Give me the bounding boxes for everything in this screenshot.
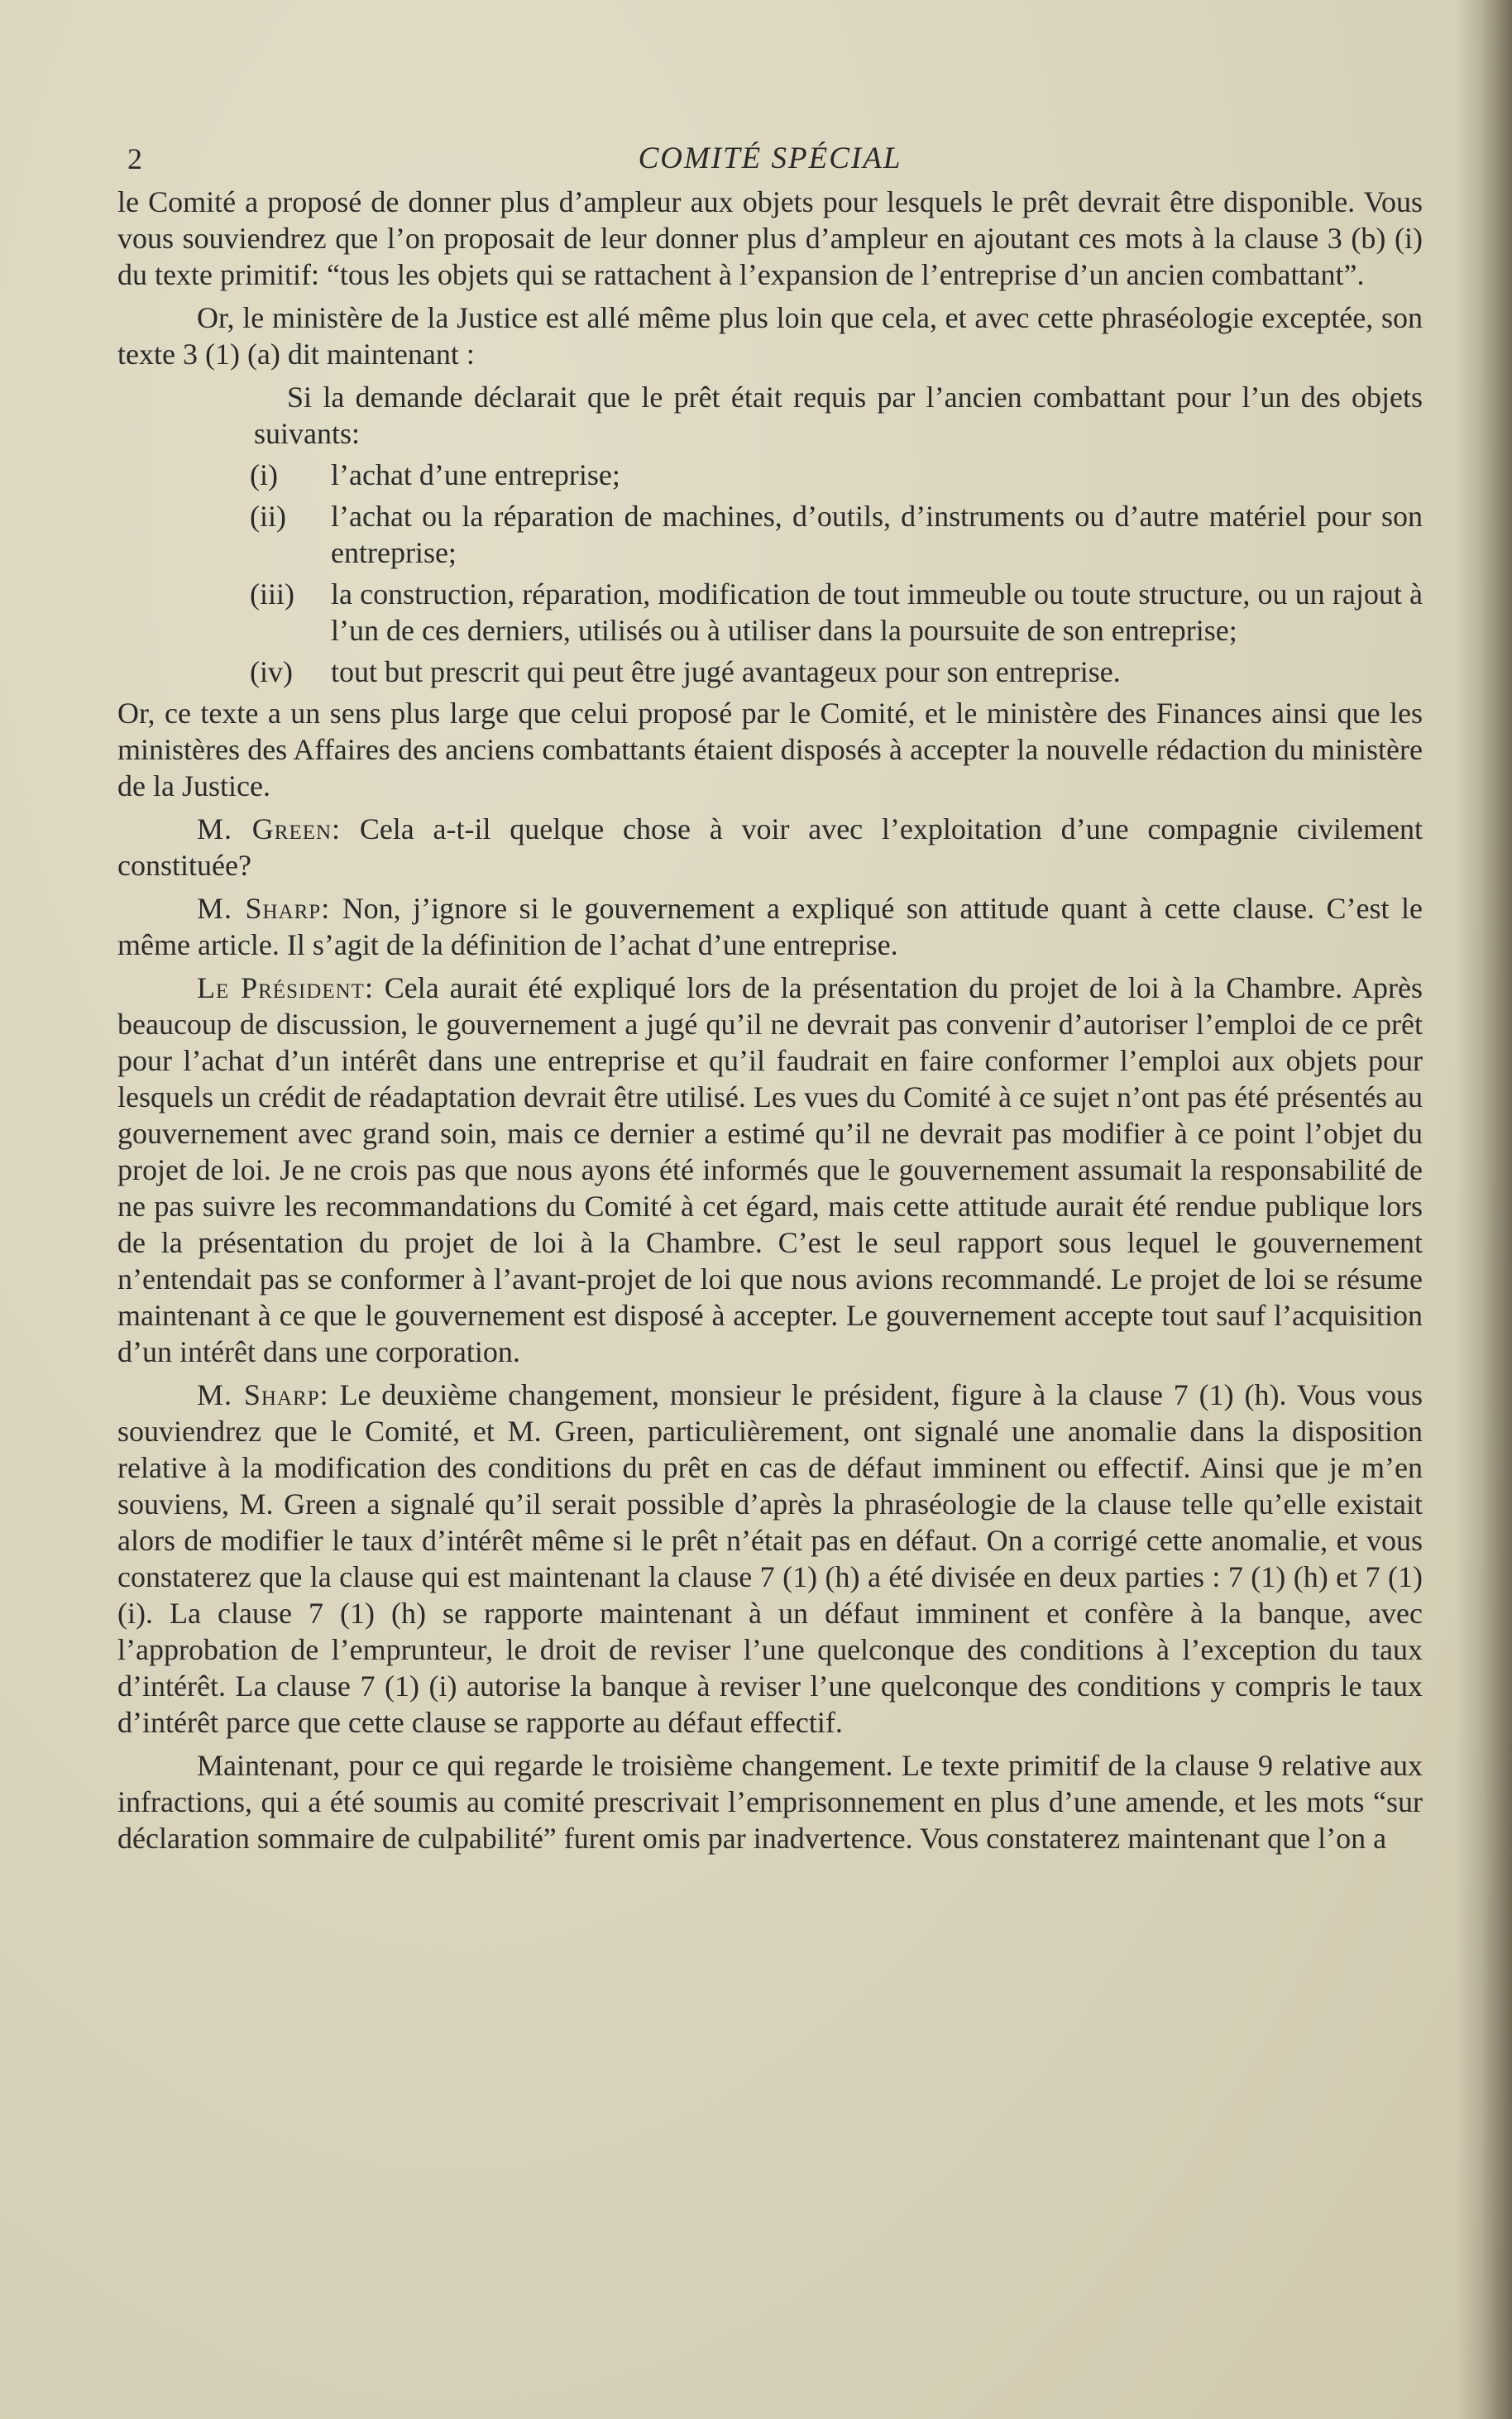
list-item-text: l’achat d’une entreprise; [331, 458, 620, 491]
speaker-name: M. Green: [197, 812, 342, 845]
list-item-number: (ii) [250, 500, 286, 533]
list-item [250, 457, 1423, 493]
list-item-text: l’achat ou la réparation de machines, d’outils, d’instruments ou d’autre matériel pour son entreprise; [331, 500, 1423, 569]
running-title: COMITÉ SPÉCIAL [638, 141, 902, 175]
list-item [250, 498, 1423, 571]
list-item [250, 654, 1423, 690]
list-item [250, 576, 1423, 649]
paragraph-1: le Comité a proposé de donner plus d’ampleur aux objets pour lesquels le prêt devrait être disponible. Vous vous souviendrez que l’on proposait de leur donner plus d’ampleur en ajoutant ces mots à la clause 3 (b) (i) du texte primitif: “tous les objets qui se rattachent à l’expansion de l’entreprise d’un ancien combattant”. [117, 185, 1423, 291]
list-item-number: (iii) [250, 577, 294, 611]
speech-text: Non, j’ignore si le gouvernement a expliqué son attitude quant à cette clause. C’est le même article. Il s’agit de la définition de l’achat d’une entreprise. [117, 892, 1423, 961]
paragraph-president [117, 970, 1423, 1370]
speech-text: Cela a-t-il quelque chose à voir avec l’exploitation d’une compagnie civilement constituée? [117, 812, 1423, 882]
speech-text: Le deuxième changement, monsieur le président, figure à la clause 7 (1) (h). Vous vous souviendrez que le Comité, et M. Green, particulièrement, ont signalé une anomalie dans la disposition relative à la modification des conditions du prêt en cas de défaut imminent ou effectif. Ainsi que je m’en souviens, M. Green a signalé qu’il serait possible d’après la phraséologie de la clause telle qu’elle existait alors de modifier le taux d’intérêt même si le prêt n’était pas en défaut. On a corrigé cette anomalie, et vous constaterez que la clause qui est maintenant la clause 7 (1) (h) a été divisée en deux parties : 7 (1) (h) et 7 (1) (i). La clause 7 (1) (h) se rapporte maintenant à un défaut imminent et confère à la banque, avec l’approbation de l’emprunteur, le droit de reviser l’une quelconque des conditions à l’exception du taux d’intérêt. La clause 7 (1) (i) autorise la banque à reviser l’une quelconque des conditions y compris le taux d’intérêt parce que cette clause se rapporte au défaut effectif. [117, 1378, 1423, 1739]
speech-text: Cela aurait été expliqué lors de la présentation du projet de loi à la Chambre. Après beaucoup de discussion, le gouvernement a jugé qu’il ne devrait pas convenir d’autoriser l’emploi de ce prêt pour l’achat d’un intérêt dans une entreprise et qu’il faudrait en faire conformer l’emploi aux objets pour lesquels un crédit de réadaptation devrait être utilisé. Les vues du Comité à ce sujet n’ont pas été présentés au gouvernement avec grand soin, mais ce dernier a estimé qu’il ne devrait pas modifier à ce point l’objet du projet de loi. Je ne crois pas que nous ayons été informés que le gouvernement assumait la responsabilité de ne pas suivre les recommandations du Comité à cet égard, mais cette attitude aurait été rendue publique lors de la présentation du projet de loi à la Chambre. C’est le seul rapport sous lequel le gouvernement n’entendait pas se conformer à l’avant-projet de loi que nous avions recommandé. Le projet de loi se résume maintenant à ce que le gouvernement est disposé à accepter. Le gouvernement accepte tout sauf l’acquisition d’un intérêt dans une corporation. [117, 971, 1423, 1368]
page-number: 2 [127, 142, 142, 175]
page-header [117, 141, 1423, 184]
list-item-text: la construction, réparation, modification de tout immeuble ou toute structure, ou un rajout à l’un de ces derniers, utilisés ou à utiliser dans la poursuite de son entreprise; [331, 577, 1423, 647]
paragraph-sharp-2 [117, 1377, 1423, 1741]
speaker-name: Le Président: [197, 971, 374, 1004]
speaker-name: M. Sharp: [197, 892, 331, 925]
page-content [117, 141, 1423, 1863]
speaker-name: M. Sharp: [197, 1378, 329, 1411]
paragraph-8: Maintenant, pour ce qui regarde le troisième changement. Le texte primitif de la clause 9 relative aux infractions, qui a été soumis au comité prescrivait l’emprisonnement en plus d’une amende, et les mots “sur déclaration sommaire de culpabilité” furent omis par inadvertence. Vous constaterez maintenant que l’on a [117, 1749, 1423, 1855]
paragraph-3: Or, ce texte a un sens plus large que celui proposé par le Comité, et le ministère des Finances ainsi que les ministères des Affaires des anciens combattants étaient disposés à accepter la nouvelle rédaction du ministère de la Justice. [117, 697, 1423, 802]
paragraph-green-1 [117, 811, 1423, 884]
paragraph-sharp-1 [117, 890, 1423, 963]
list-item-number: (i) [250, 458, 278, 491]
quote-intro: Si la demande déclarait que le prêt était requis par l’ancien combattant pour l’un des objets suivants: [254, 381, 1423, 450]
list-item-number: (iv) [250, 655, 293, 688]
paragraph-2: Or, le ministère de la Justice est allé même plus loin que cela, et avec cette phraséologie exceptée, son texte 3 (1) (a) dit maintenant : [117, 301, 1423, 371]
list-item-text: tout but prescrit qui peut être jugé avantageux pour son entreprise. [331, 655, 1121, 688]
